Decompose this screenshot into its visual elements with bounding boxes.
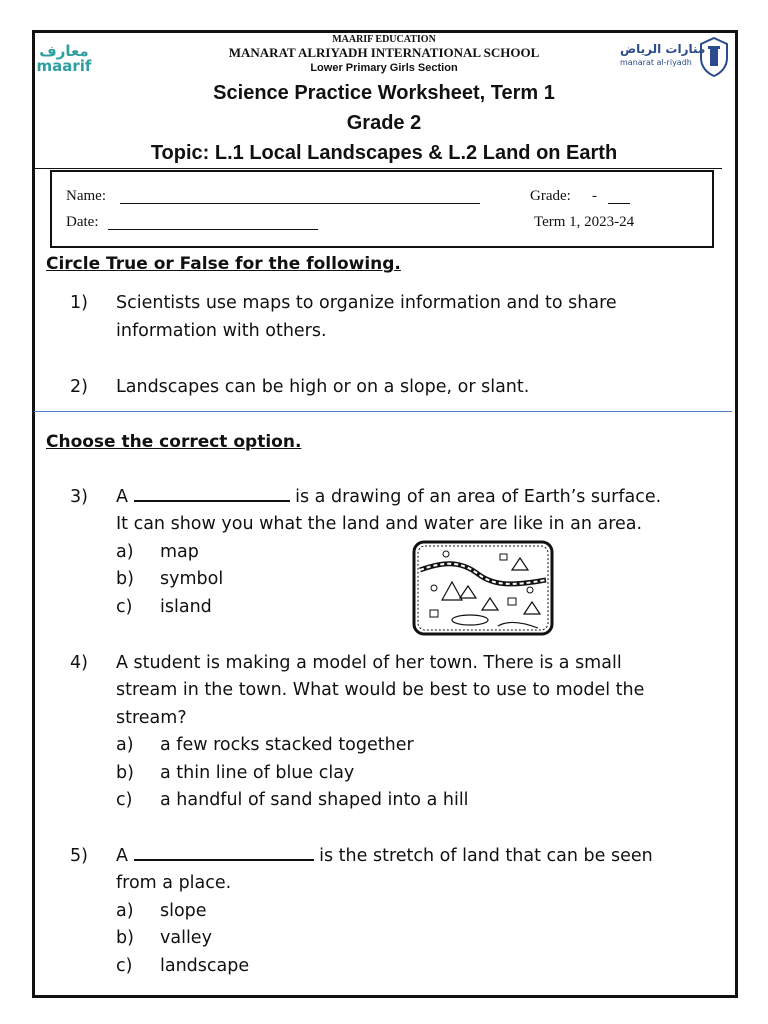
q5-line2: from a place. [116,873,232,893]
name-label: Name: [66,188,106,204]
grade-field[interactable] [608,203,630,204]
q4-option-a[interactable]: a few rocks stacked together [160,735,414,755]
q5-option-c-letter: c) [116,956,133,976]
date-label: Date: [66,214,99,230]
q5-blank[interactable] [134,845,314,861]
q5-option-a-letter: a) [116,901,134,921]
section-divider [34,411,732,412]
q3-option-b-letter: b) [116,569,134,589]
q3-line1 [116,484,661,512]
q1-line1: Scientists use maps to organize information and to share [116,293,617,313]
q2-line1: Landscapes can be high or on a slope, or slant. [116,377,530,397]
q4-option-c-letter: c) [116,790,133,810]
q4-line2: stream in the town. What would be best to use to model the [116,680,645,700]
name-field[interactable] [120,203,480,204]
manarat-logo-arabic: منارات الرياض [620,42,706,56]
q4-number: 4) [70,653,88,673]
q4-option-b-letter: b) [116,763,134,783]
q3-option-a-letter: a) [116,542,134,562]
topic-title: Topic: L.1 Local Landscapes & L.2 Land on Earth [150,142,618,164]
maarif-logo-arabic: معارف [39,42,89,60]
q3-option-c[interactable]: island [160,597,212,617]
date-field[interactable] [108,229,318,230]
q4-line1: A student is making a model of her town. There is a small [116,653,622,673]
q4-line3: stream? [116,708,187,728]
q3-line2: It can show you what the land and water are like in an area. [116,514,643,534]
q5-pre: A [116,846,128,866]
grade-title: Grade 2 [346,112,422,134]
school-name: MANARAT ALRIYADH INTERNATIONAL SCHOOL [228,45,540,60]
manarat-logo-english: manarat al-riyadh [620,58,692,67]
grade-dash: - [592,188,597,204]
q3-option-c-letter: c) [116,597,133,617]
q3-pre: A [116,487,128,507]
q3-option-b[interactable]: symbol [160,569,224,589]
q5-option-b-letter: b) [116,928,134,948]
q5-post: is the stretch of land that can be seen [319,846,653,866]
term-label: Term 1, 2023-24 [534,214,635,230]
school-section: Lower Primary Girls Section [310,62,458,74]
maarif-logo-english: maarif [36,57,92,75]
q3-blank[interactable] [134,486,290,502]
q4-option-a-letter: a) [116,735,134,755]
q3-option-a[interactable]: map [160,542,199,562]
q1-line2: information with others. [116,321,327,341]
q3-number: 3) [70,487,88,507]
q2-number: 2) [70,377,88,397]
q5-line1 [116,843,653,871]
grade-label: Grade: [530,188,571,204]
org-name: MAARIF EDUCATION [332,34,436,45]
section2-heading: Choose the correct option. [46,432,302,452]
q4-option-c[interactable]: a handful of sand shaped into a hill [160,790,469,810]
section1-heading: Circle True or False for the following. [46,254,401,274]
map-illustration [412,540,554,636]
q5-option-b[interactable]: valley [160,928,212,948]
header-divider [34,168,722,169]
q3-post: is a drawing of an area of Earth’s surface. [295,487,662,507]
q5-number: 5) [70,846,88,866]
q5-option-a[interactable]: slope [160,901,207,921]
worksheet-title: Science Practice Worksheet, Term 1 [213,82,555,104]
q5-option-c[interactable]: landscape [160,956,250,976]
q4-option-b[interactable]: a thin line of blue clay [160,763,355,783]
student-info-box [50,170,714,248]
q1-number: 1) [70,293,88,313]
